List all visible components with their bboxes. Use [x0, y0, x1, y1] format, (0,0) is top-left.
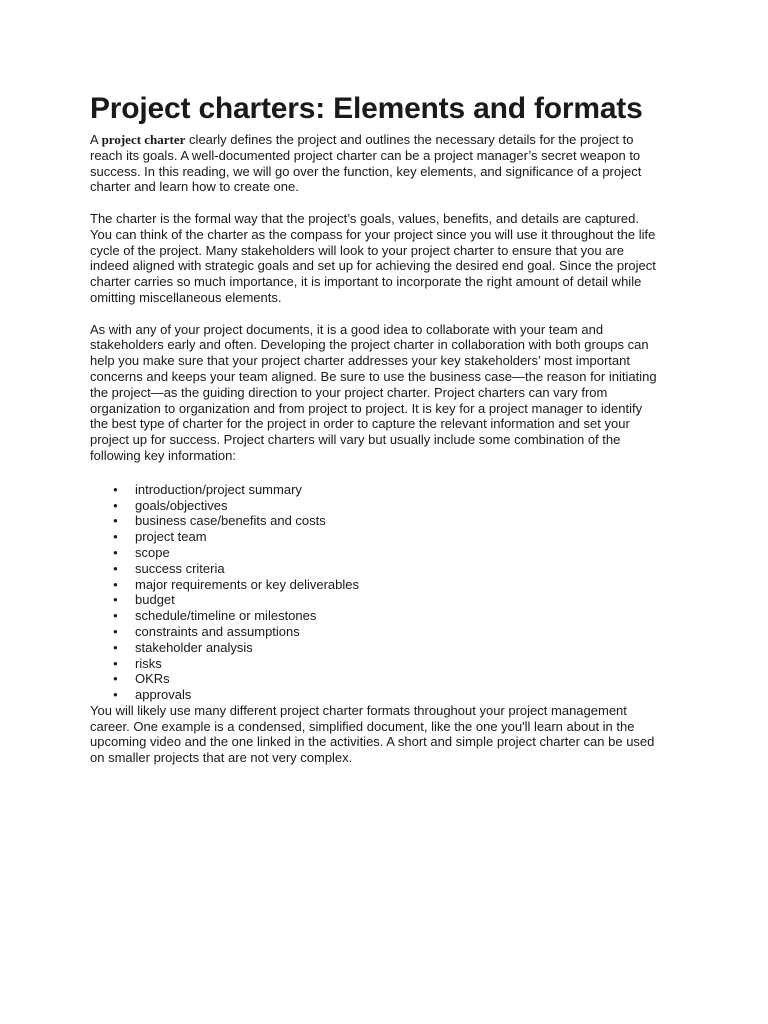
bullet-icon: ●: [113, 532, 118, 542]
list-item: [90, 529, 660, 545]
list-item: [90, 656, 660, 672]
list-item-text: success criteria: [135, 560, 225, 576]
bullet-icon: ●: [113, 563, 118, 573]
list-item-text: goals/objectives: [135, 497, 228, 513]
list-item: [90, 592, 660, 608]
list-item-text: major requirements or key deliverables: [135, 576, 359, 592]
list-item: [90, 561, 660, 577]
bullet-icon: ●: [113, 658, 118, 668]
list-item: [90, 687, 660, 703]
list-item-text: budget: [135, 592, 175, 608]
list-item-text: business case/benefits and costs: [135, 513, 326, 529]
body-paragraph-2: The charter is the formal way that the project’s goals, values, benefits, and details are captured. You can think of the charter as the compass for your project since you will use it throughout the life cycle of the project. Many stakeholders will look to your project charter to ensure that you are indeed aligned with strategic goals and set up for achieving the desired end goal. Since the project charter carries so much importance, it is important to incorporate the right amount of detail while omitting miscellaneous elements.: [90, 210, 656, 305]
bullet-icon: ●: [113, 674, 118, 684]
intro-rest: clearly defines the project and outlines the necessary details for the project to reach its goals. A well-documented project charter can be a project manager’s secret weapon to success. In this reading, we will go over the function, key elements, and significance of a project charter and learn how to create one.: [90, 132, 642, 195]
list-item-text: approvals: [135, 687, 192, 703]
bullet-icon: ●: [113, 595, 118, 605]
list-item-text: risks: [135, 655, 162, 671]
bullet-icon: ●: [113, 690, 118, 700]
intro-paragraph: [90, 132, 660, 195]
list-item: [90, 498, 660, 514]
key-information-list: [90, 482, 660, 703]
list-item: [90, 577, 660, 593]
list-item: [90, 482, 660, 498]
bullet-icon: ●: [113, 626, 118, 636]
bullet-icon: ●: [113, 500, 118, 510]
bullet-icon: ●: [113, 547, 118, 557]
page-title: Project charters: Elements and formats: [90, 92, 643, 125]
list-item-text: OKRs: [135, 671, 170, 687]
list-item: [90, 545, 660, 561]
list-item-text: project team: [135, 529, 207, 545]
list-item: [90, 671, 660, 687]
list-item: [90, 640, 660, 656]
list-item-text: stakeholder analysis: [135, 639, 253, 655]
list-item: [90, 608, 660, 624]
list-item: [90, 624, 660, 640]
list-item-text: constraints and assumptions: [135, 623, 300, 639]
bold-term: project charter: [101, 132, 186, 147]
bullet-icon: ●: [113, 579, 118, 589]
bullet-icon: ●: [113, 516, 118, 526]
list-item-text: introduction/project summary: [135, 481, 302, 497]
list-item: [90, 513, 660, 529]
list-item-text: scope: [135, 544, 170, 560]
bullet-icon: ●: [113, 611, 118, 621]
body-paragraph-4: You will likely use many different project charter formats throughout your project management career. One example is a condensed, simplified document, like the one you'll learn about in the upcoming video and the one linked in the activities. A short and simple project charter can be used on smaller projects that are not very complex.: [90, 702, 655, 766]
bullet-icon: ●: [113, 642, 118, 652]
intro-lead: A: [90, 132, 102, 147]
bullet-icon: ●: [113, 484, 118, 494]
body-paragraph-3: As with any of your project documents, it is a good idea to collaborate with your team and stakeholders early and often. Developing the project charter in collaboration with both groups can help you make sure that your project charter addresses your key stakeholders’ most important concerns and keeps your team aligned. Be sure to use the business case—the reason for initiating the project—as the guiding direction to your project charter. Project charters can vary from organization to organization and from project to project. It is key for a project manager to identify the best type of charter for the project in order to capture the relevant information and set your project up for success. Project charters will vary but usually include some combination of the following key information:: [90, 321, 657, 463]
document-page: [90, 90, 660, 766]
list-item-text: schedule/timeline or milestones: [135, 608, 317, 624]
